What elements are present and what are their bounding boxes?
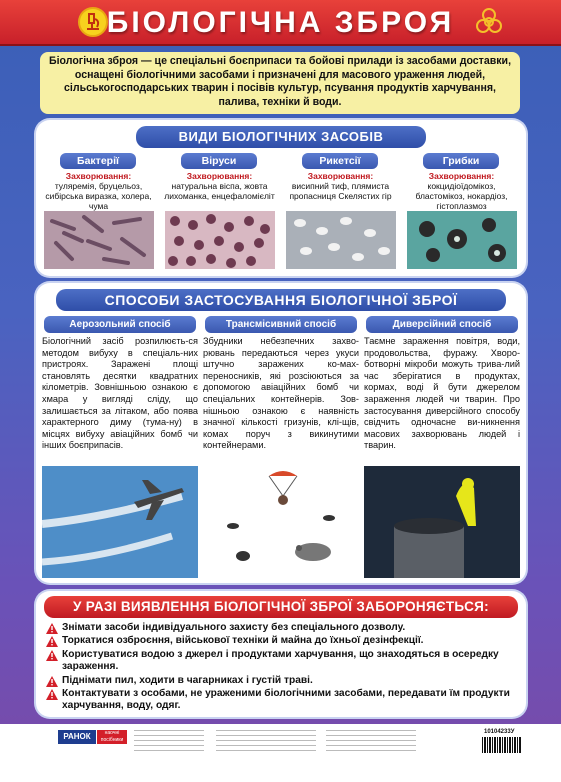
warning-icon bbox=[46, 623, 58, 634]
type-tab: Віруси bbox=[181, 153, 257, 169]
page-header bbox=[0, 0, 561, 46]
ban-text: Торкатися озброєння, військової техніки й майна до їхньої дезінфекції. bbox=[62, 635, 424, 647]
disease-list: висипний тиф, плямиста пропасниця Скелястих гір bbox=[289, 181, 392, 201]
fungi-image bbox=[407, 211, 517, 269]
method-tab: Трансмісивний спосіб bbox=[205, 316, 357, 333]
warning-icon bbox=[46, 636, 58, 647]
method-text: Біологічний засіб розпилюєть-ся методом вибуху в спеціаль-них пристроях. Заражені площі становлять десятки квадратних кілометрів. Зовнішньою ознакою є хмара у вигляді сліду, що залишається за літаком, або поява характерного диму (тума-ну) в місцях вибуху авіаційних бомб чи інших боєприпасів. bbox=[42, 336, 198, 451]
viruses-image bbox=[165, 211, 275, 269]
method-text: Таємне зараження повітря, води, продовольства, фуражу. Хворо-ботворні мікроби можуть трива-лий час зберігатися в продуктах, кормах, воді й бути джерелом зараження людей чи тварин. Про застосування диверсійного способу свідчить одночасне ви-никнення масових захворювань людей і тварин. bbox=[364, 336, 520, 451]
product-code: 10104233У bbox=[484, 729, 515, 735]
ban-item bbox=[46, 622, 518, 634]
footer-fineprint bbox=[216, 730, 316, 752]
warning-icon bbox=[46, 689, 58, 700]
disease-label: Захворювання: bbox=[428, 171, 495, 181]
type-tab: Рикетсії bbox=[302, 153, 378, 169]
disease-list: туляремія, бруцельоз, сибірська виразка, холера, чума bbox=[45, 181, 152, 211]
ban-text: Знімати засоби індивідуального захисту без спеціального дозволу. bbox=[62, 622, 406, 633]
footer bbox=[0, 724, 561, 782]
ban-item bbox=[46, 649, 518, 674]
page-title: БІОЛОГІЧНА ЗБРОЯ bbox=[106, 6, 455, 39]
ban-text: Контактувати з особами, не ураженими біологічними засобами, передавати їм продукти харчування, воду, одяг. bbox=[62, 688, 510, 712]
ban-list bbox=[46, 622, 518, 714]
disease-label: Захворювання: bbox=[307, 171, 374, 181]
vectors-image bbox=[203, 466, 359, 578]
method-diversion bbox=[362, 316, 522, 578]
bacteria-image bbox=[44, 211, 154, 269]
type-tab: Бактерії bbox=[60, 153, 136, 169]
warning-icon bbox=[46, 650, 58, 661]
disease-label: Захворювання: bbox=[186, 171, 253, 181]
publisher-tagline: наочні посібники bbox=[97, 730, 127, 744]
footer-fineprint bbox=[134, 730, 204, 752]
ban-title: У РАЗІ ВИЯВЛЕННЯ БІОЛОГІЧНОЇ ЗБРОЇ ЗАБОРОНЯЄТЬСЯ: bbox=[44, 596, 518, 618]
disease-label: Захворювання: bbox=[65, 171, 132, 181]
type-tab: Грибки bbox=[423, 153, 499, 169]
ban-item bbox=[46, 688, 518, 713]
disease-list: кокцидіоїдомікоз, бластомікоз, нокардіоз, гістоплазмоз bbox=[415, 181, 508, 211]
type-fungi bbox=[405, 153, 518, 269]
ban-text: Піднімати пил, ходити в чагарниках і густій траві. bbox=[62, 674, 313, 686]
intro-text: Біологічна зброя — це спеціальні боєприпаси та бойові прилади із засобами доставки, оснащені біологічними засобами і призначені для масового ураження людей, сільськогосподарських тварин і посівів культур, псування продуктів харчування, палива, техніки й води. bbox=[40, 52, 520, 114]
well-image bbox=[364, 466, 520, 578]
ban-text: Користуватися водою з джерел і продуктами харчування, що знаходяться в осередку зараження. bbox=[62, 648, 499, 673]
ban-panel bbox=[36, 591, 526, 717]
methods-panel bbox=[36, 283, 526, 583]
ban-item bbox=[46, 635, 518, 647]
method-tab: Диверсійний спосіб bbox=[366, 316, 518, 333]
type-bacteria bbox=[42, 153, 155, 269]
types-panel bbox=[36, 120, 526, 276]
method-tab: Аерозольний спосіб bbox=[44, 316, 196, 333]
disease-list: натуральна віспа, жовта лихоманка, енцефаломієліт bbox=[164, 181, 275, 201]
type-viruses bbox=[163, 153, 276, 269]
ban-item bbox=[46, 675, 518, 687]
method-text: Збудники небезпечних захво-рювань передаються через укуси штучно заражених ко-мах-переносників, які розсіюються за допомогою авіаційних бомб чи спеціальних контейнерів. Зов-нішньою ознакою є наявність значної кількості гризунів, клі-щів, комах поруч з викинутими контейнерами. bbox=[203, 336, 359, 451]
publisher-logo: РАНОК bbox=[58, 730, 96, 744]
rickettsia-image bbox=[286, 211, 396, 269]
biohazard-icon bbox=[474, 7, 504, 37]
airplane-image bbox=[42, 466, 198, 578]
warning-icon bbox=[46, 676, 58, 687]
type-rickettsia bbox=[284, 153, 397, 269]
barcode bbox=[482, 737, 522, 753]
method-transmissive bbox=[201, 316, 361, 578]
types-title: ВИДИ БІОЛОГІЧНИХ ЗАСОБІВ bbox=[136, 126, 426, 148]
methods-title: СПОСОБИ ЗАСТОСУВАННЯ БІОЛОГІЧНОЇ ЗБРОЇ bbox=[56, 289, 506, 311]
method-aerosol bbox=[40, 316, 200, 578]
footer-fineprint bbox=[326, 730, 416, 752]
